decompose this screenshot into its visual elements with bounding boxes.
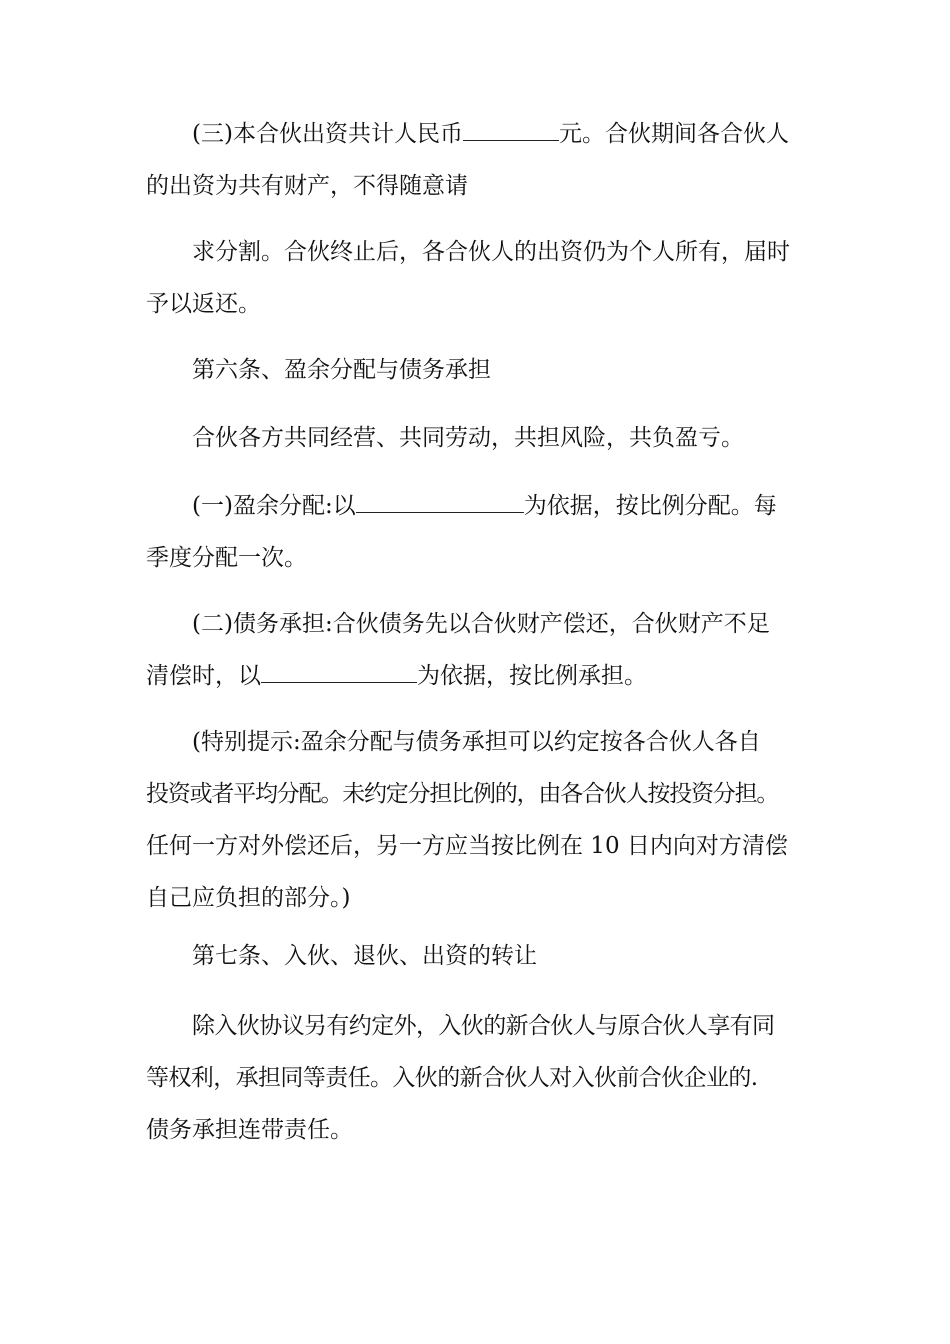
admission-text-3: 债务承担连带责任。 (146, 1117, 353, 1143)
profit-basis-blank (356, 489, 524, 513)
debt-text-2: 清偿时，以 (146, 663, 261, 689)
debt-text-1: (二)债务承担:合伙债务先以合伙财产偿还，合伙财产不足 (192, 611, 770, 637)
article-6-heading: 第六条、盈余分配与债务承担 (192, 357, 491, 383)
note-text-3: 任何一方对外偿还后，另一方应当按比例在 10 日内向对方清偿 (146, 833, 788, 859)
admission-text-2: 等权利，承担同等责任。入伙的新合伙人对入伙前合伙企业的. (146, 1065, 758, 1091)
paragraph-joint-operation: 合伙各方共同经营、共同劳动，共担风险，共负盈亏。 (192, 425, 744, 451)
note-text-4: 自己应负担的部分。) (146, 885, 351, 911)
article-7-heading: 第七条、入伙、退伙、出资的转让 (192, 943, 537, 969)
profit-text-2: 为依据，按比例分配。每 (523, 493, 777, 519)
paragraph-profit-distribution (146, 480, 811, 584)
profit-text-3: 季度分配一次。 (146, 545, 307, 571)
paragraph-debt-bearing (146, 598, 811, 702)
capital-text-3: 的出资为共有财产，不得随意请 (146, 173, 468, 199)
paragraph-capital-split (146, 226, 811, 330)
profit-text-1: (一)盈余分配:以 (192, 493, 356, 519)
split-text-2: 予以返还。 (146, 291, 261, 317)
paragraph-admission (146, 1000, 811, 1156)
capital-text-1: (三)本合伙出资共计人民币 (192, 121, 463, 147)
note-text-1: (特别提示:盈余分配与债务承担可以约定按各合伙人各自 (192, 729, 761, 755)
capital-amount-blank (463, 117, 559, 141)
paragraph-capital-total (146, 108, 811, 212)
paragraph-special-note (146, 716, 811, 924)
debt-basis-blank (261, 659, 417, 683)
admission-text-1: 除入伙协议另有约定外，入伙的新合伙人与原合伙人享有同 (192, 1013, 775, 1039)
note-text-2: 投资或者平均分配。未约定分担比例的，由各合伙人按投资分担。 (146, 781, 779, 807)
debt-text-3: 为依据，按比例承担。 (417, 663, 647, 689)
split-text-1: 求分割。合伙终止后，各合伙人的出资仍为个人所有，届时 (192, 239, 790, 265)
capital-text-2: 元。合伙期间各合伙人 (558, 121, 789, 147)
